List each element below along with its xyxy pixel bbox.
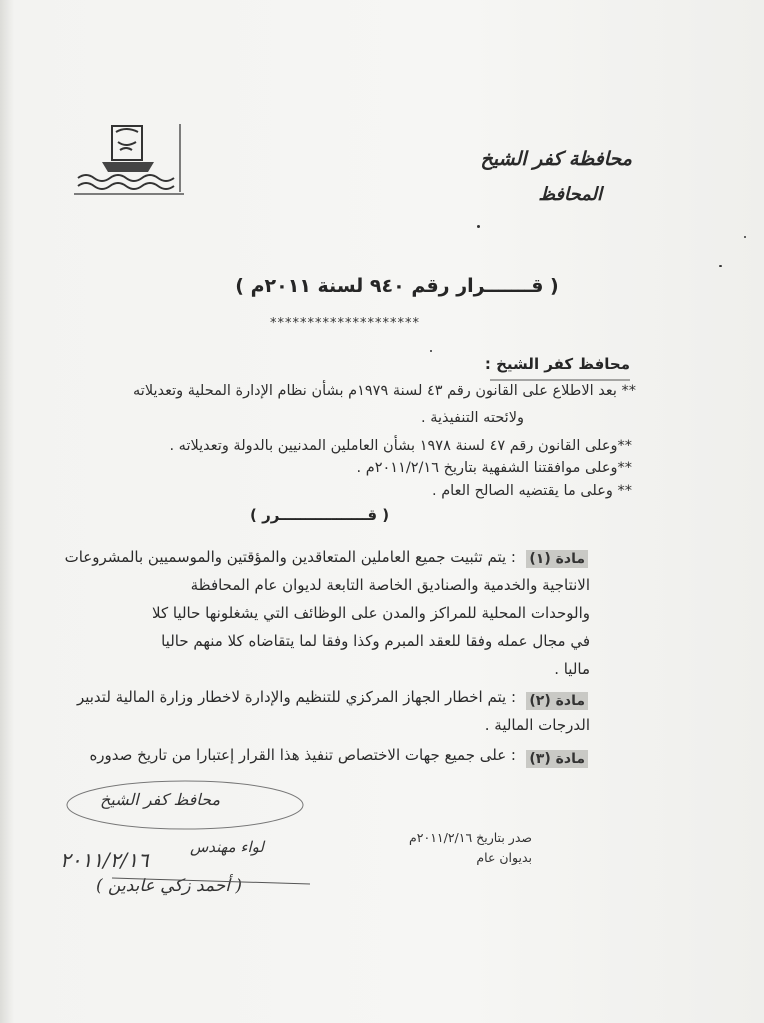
preamble-heading: محافظ كفر الشيخ : (484, 355, 630, 373)
article-1-line: : يتم تثبيت جميع العاملين المتعاقدين والمؤقتين والموسميين بالمشروعات (64, 548, 516, 566)
article-3-line: : على جميع جهات الاختصاص تنفيذ هذا القرار إعتبارا من تاريخ صدوره (89, 746, 516, 764)
scan-speck (430, 350, 432, 352)
decides-heading: ( قـــــــــــــــــرر ) (250, 506, 390, 524)
article-1-line: والوحدات المحلية للمراكز والمدن على الوظائف التي يشغلونها حاليا كلا (152, 604, 590, 622)
office-title: المحافظ (538, 184, 602, 205)
governorate-name: محافظة كفر الشيخ (480, 148, 632, 170)
signature-stroke (110, 860, 320, 890)
signer-rank: لواء مهندس (190, 838, 264, 856)
article-2-label: مادة (٢) (526, 692, 588, 710)
decision-title: ( قـــــــرار رقم ٩٤٠ لسنة ٢٠١١م ) (235, 275, 559, 297)
governorate-logo-icon (68, 120, 188, 200)
article-2-line: الدرجات المالية . (484, 716, 590, 734)
article-1-line: الانتاجية والخدمية والصناديق الخاصة التابعة لديوان عام المحافظة (190, 576, 590, 594)
preamble-heading-underline (490, 378, 630, 382)
preamble-line: **وعلى القانون رقم ٤٧ لسنة ١٩٧٨ بشأن العاملين المدنيين بالدولة وتعديلاته . (169, 438, 632, 454)
article-2-line: : يتم اخطار الجهاز المركزي للتنظيم والإدارة لاخطار وزارة المالية لتدبير (76, 688, 516, 706)
stars-separator: ******************** (270, 316, 420, 331)
issued-place: بديوان عام (476, 850, 532, 865)
article-1-line: ماليا . (554, 660, 590, 678)
preamble-line: ** بعد الاطلاع على القانون رقم ٤٣ لسنة ١٩٧٩م بشأن نظام الإدارة المحلية وتعديلاته (133, 383, 636, 399)
scan-speck (477, 225, 480, 228)
issued-date: صدر بتاريخ ٢٠١١/٢/١٦م (409, 830, 532, 845)
signer-role: محافظ كفر الشيخ (100, 790, 221, 809)
scan-speck (719, 265, 722, 267)
signer-name: ( أحمد زكي عابدين ) (96, 876, 242, 896)
preamble-line: **وعلى موافقتنا الشفهية بتاريخ ٢٠١١/٢/١٦م . (356, 460, 632, 476)
preamble-line: ولائحته التنفيذية . (421, 410, 524, 426)
article-1-label: مادة (١) (526, 550, 588, 568)
article-3-label: مادة (٣) (526, 750, 588, 768)
handwritten-date: ٢٠١١/٢/١٦ (60, 848, 149, 872)
preamble-line: ** وعلى ما يقتضيه الصالح العام . (431, 483, 632, 499)
scan-speck (744, 236, 746, 238)
article-1-line: في مجال عمله وفقا للعقد المبرم وكذا وفقا لما يتقاضاه كلا منهم حاليا (161, 632, 590, 650)
